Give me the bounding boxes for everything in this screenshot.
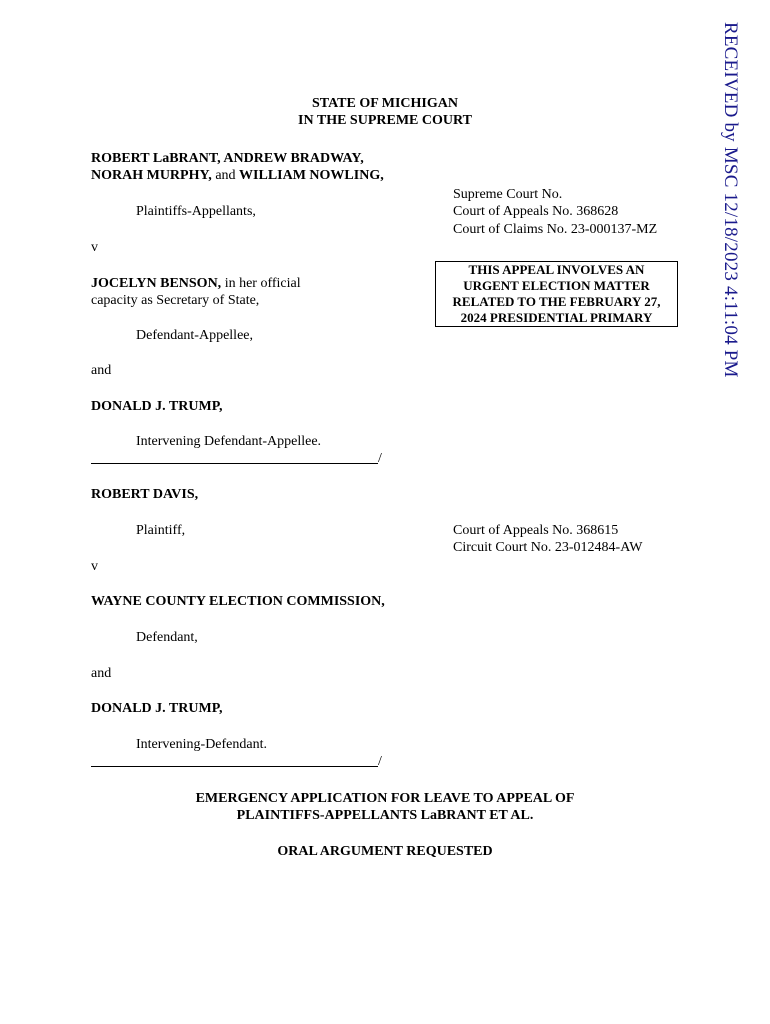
and-1: and [91,363,112,378]
defendant-name: JOCELYN BENSON, [91,276,222,291]
circuit-court-number: Circuit Court No. 23-012484-AW [453,540,643,555]
court-name: IN THE SUPREME COURT [298,113,472,128]
supreme-court-number: Supreme Court No. [453,187,563,202]
urgent-notice-box [435,261,678,327]
notice-line: URGENT ELECTION MATTER [463,278,650,293]
defendant-line-2: capacity as Secretary of State, [91,293,260,308]
court-of-appeals-number-1: Court of Appeals No. 368628 [453,204,619,219]
received-stamp: RECEIVED by MSC 12/18/2023 4:11:04 PM [720,22,741,378]
notice-line: 2024 PRESIDENTIAL PRIMARY [460,310,653,325]
intervenor-name-2: DONALD J. TRUMP, [91,701,223,716]
conjunction: and [211,168,240,183]
plaintiffs-line-1: ROBERT LaBRANT, ANDREW BRADWAY, [91,151,364,166]
notice-line: THIS APPEAL INVOLVES AN [468,262,645,277]
versus-1: v [91,240,98,255]
and-2: and [91,666,112,681]
plaintiff-name-davis: ROBERT DAVIS, [91,487,199,502]
plaintiff-name-nowling: WILLIAM NOWLING, [239,168,384,183]
oral-argument-request: ORAL ARGUMENT REQUESTED [277,844,493,859]
caption-rule-1 [91,463,378,464]
court-state: STATE OF MICHIGAN [312,96,458,111]
defendant-name-2: WAYNE COUNTY ELECTION COMMISSION, [91,594,385,609]
defendant-role: Defendant-Appellee, [136,328,253,343]
caption-slash-1: / [378,451,382,466]
plaintiff-name-murphy: NORAH MURPHY, [91,168,212,183]
notice-line: RELATED TO THE FEBRUARY 27, [452,294,661,309]
plaintiff-role-2: Plaintiff, [136,523,186,538]
defendant-role-2: Defendant, [136,630,198,645]
defendant-capacity: in her official [221,276,301,291]
caption-rule-2 [91,766,378,767]
document-title-line-2: PLAINTIFFS-APPELLANTS LaBRANT ET AL. [236,808,534,823]
plaintiffs-line-2 [91,167,384,184]
intervenor-role-2: Intervening-Defendant. [136,737,267,752]
intervenor-name-1: DONALD J. TRUMP, [91,399,223,414]
caption-slash-2: / [378,754,382,769]
document-title-line-1: EMERGENCY APPLICATION FOR LEAVE TO APPEAL OF [195,791,575,806]
intervenor-role-1: Intervening Defendant-Appellee. [136,434,322,449]
plaintiffs-role: Plaintiffs-Appellants, [136,204,256,219]
versus-2: v [91,559,98,574]
court-of-claims-number: Court of Claims No. 23-000137-MZ [453,222,658,237]
defendant-line-1 [91,275,301,292]
court-of-appeals-number-2: Court of Appeals No. 368615 [453,523,619,538]
